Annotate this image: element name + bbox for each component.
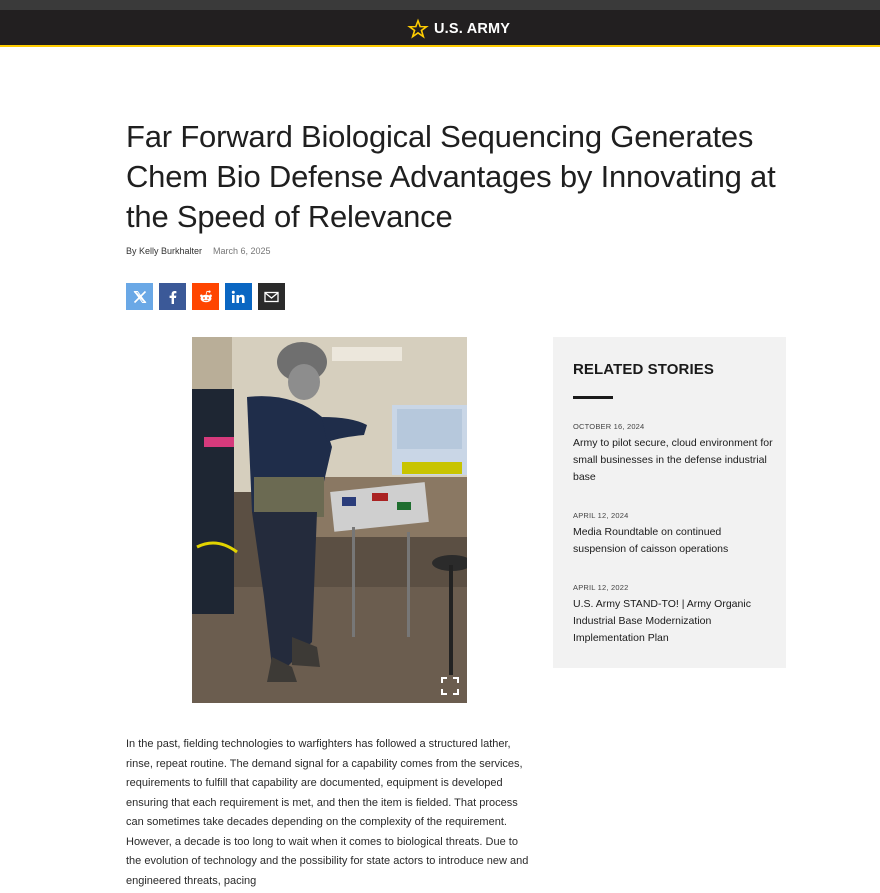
article-byline: By Kelly Burkhalter xyxy=(126,246,203,256)
related-stories-panel xyxy=(553,337,786,668)
share-facebook-button[interactable] xyxy=(159,283,186,310)
story-link[interactable]: Media Roundtable on continued suspension of caisson operations xyxy=(573,526,729,555)
share-linkedin-button[interactable] xyxy=(225,283,252,310)
share-email-button[interactable] xyxy=(258,283,285,310)
linkedin-icon xyxy=(231,290,246,304)
fullscreen-icon[interactable] xyxy=(441,677,459,695)
heading-divider xyxy=(573,396,613,399)
email-icon xyxy=(264,291,279,303)
facebook-icon xyxy=(166,290,180,304)
story-link[interactable]: Army to pilot secure, cloud environment for small businesses in the defense industrial base xyxy=(573,437,773,483)
share-bar xyxy=(126,283,285,310)
brand-wordmark: U.S. ARMY xyxy=(434,21,511,37)
article-title: Far Forward Biological Sequencing Generates Chem Bio Defense Advantages by Innovating at the Speed of Relevance xyxy=(126,119,776,234)
related-story xyxy=(573,422,773,486)
x-icon xyxy=(133,290,147,304)
share-x-button[interactable] xyxy=(126,283,153,310)
army-home-link[interactable] xyxy=(406,17,510,41)
story-date: APRIL 12, 2022 xyxy=(573,583,629,592)
share-reddit-button[interactable] xyxy=(192,283,219,310)
related-stories-heading: RELATED STORIES xyxy=(573,361,714,378)
reddit-icon xyxy=(198,289,214,305)
top-strip xyxy=(0,0,880,10)
related-story xyxy=(573,511,773,558)
lab-scene-image xyxy=(192,337,467,703)
related-story xyxy=(573,583,773,647)
article-photo[interactable] xyxy=(192,337,467,703)
story-date: APRIL 12, 2024 xyxy=(573,511,629,520)
article-body: In the past, fielding technologies to warfighters has followed a structured lather, rinse, repeat routine. The demand signal for a capability comes from the services, requirements to fulfill that capability are documented, equipment is developed ensuring that each requirement is met, and then the item is fielded. That process can sometimes take decades depending on the complexity of the requirement. However, a decade is too long to wait when it comes to biological threats. Due to the evolution of technology and the possibility for state actors to introduce new and engineered threats, pacing xyxy=(126,738,529,887)
star-icon xyxy=(406,17,430,41)
article-date: March 6, 2025 xyxy=(213,246,271,256)
story-link[interactable]: U.S. Army STAND-TO! | Army Organic Industrial Base Modernization Implementation Plan xyxy=(573,598,751,644)
story-date: OCTOBER 16, 2024 xyxy=(573,422,645,431)
site-header xyxy=(0,10,880,47)
